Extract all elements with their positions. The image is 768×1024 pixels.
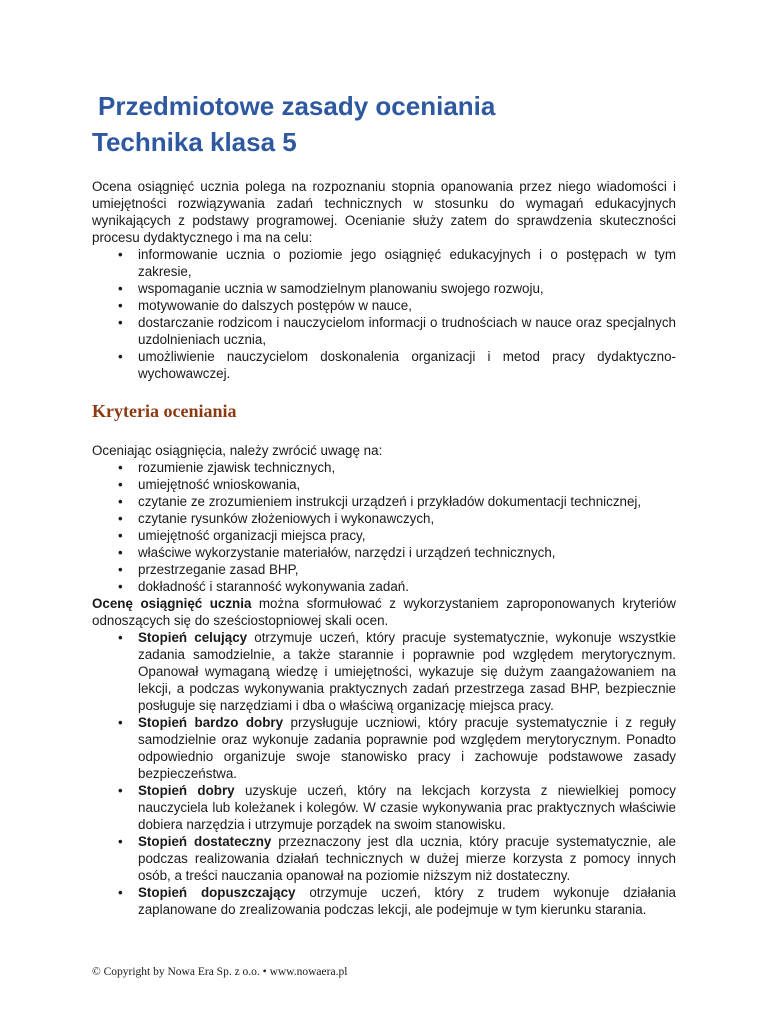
grade-text: przeznaczony jest dla ucznia, który pracuje systematycznie, ale podczas realizowania działań technicznych w dużej mierze korzysta z pomocy innych osób, a treści nauczania opanował na poziomie niższym niż dostateczny. bbox=[138, 834, 676, 883]
bullet-icon: • bbox=[118, 630, 123, 645]
grading-lead-rest: można sformułować z wykorzystaniem zaproponowanych kryteriów odnoszących się do sześciostopniowej skali ocen. bbox=[92, 596, 676, 628]
grade-item bbox=[92, 714, 676, 782]
grade-text: otrzymuje uczeń, który z trudem wykonuje działania zaplanowane do zrealizowania podczas lekcji, ale podejmuje w tym kierunku starania. bbox=[138, 885, 676, 917]
intro-paragraph: Ocena osiągnięć ucznia polega na rozpoznaniu stopnia opanowania przez niego wiadomości i umiejętności rozwiązywania zadań technicznych w stosunku do wymagań edukacyjnych wynikających z podstawy programowej. Ocenianie służy zatem do sprawdzenia skuteczności procesu dydaktycznego i ma na celu: bbox=[92, 179, 676, 245]
grading-lead-bold: Ocenę osiągnięć ucznia bbox=[92, 596, 252, 611]
copyright-footer: © Copyright by Nowa Era Sp. z o.o. • www.nowaera.pl bbox=[92, 966, 348, 978]
list-item: • rozumienie zjawisk technicznych, bbox=[118, 460, 336, 475]
grade-item bbox=[92, 782, 676, 833]
bullet-icon: • bbox=[118, 349, 123, 364]
section-heading-criteria: Kryteria oceniania bbox=[92, 401, 237, 421]
grade-name: Stopień dostateczny bbox=[138, 834, 272, 849]
grade-text: otrzymuje uczeń, który pracuje systematycznie, wykonuje wszystkie zadania samodzielnie, a także starannie i poprawnie pod względem merytorycznym. Opanował wymaganą wiedzę i umiejętności, wykazuje się dużym zaangażowaniem na lekcji, a podczas wykonywania praktycznych zadań przestrzega zasad BHP, bezpiecznie posługuje się narzędziami i dba o właściwą organizację miejsca pracy. bbox=[138, 630, 676, 713]
bullet-icon: • bbox=[118, 885, 123, 900]
list-item: • umiejętność organizacji miejsca pracy, bbox=[118, 528, 366, 543]
grade-text: przysługuje uczniowi, który pracuje systematycznie i z reguły samodzielnie oraz wykonuje zadania poprawnie pod względem merytorycznym. Ponadto odpowiednio organizuje swoje stanowisko pracy i zachowuje podstawowe zasady bezpieczeństwa. bbox=[138, 715, 676, 781]
grade-item bbox=[92, 629, 676, 714]
list-item: • wspomaganie ucznia w samodzielnym planowaniu swojego rozwoju, bbox=[118, 281, 544, 296]
list-item: • informowanie ucznia o poziomie jego osiągnięć edukacyjnych i o postępach w tym zakresie, bbox=[118, 247, 676, 279]
bullet-icon: • bbox=[118, 315, 123, 330]
list-item: • motywowanie do dalszych postępów w nauce, bbox=[118, 298, 412, 313]
page-title-line1: Przedmiotowe zasady oceniania bbox=[98, 91, 496, 121]
bullet-icon: • bbox=[118, 511, 123, 526]
bullet-icon: • bbox=[118, 460, 123, 475]
bullet-icon: • bbox=[118, 545, 123, 560]
bullet-icon: • bbox=[118, 477, 123, 492]
bullet-icon: • bbox=[118, 783, 123, 798]
grade-name: Stopień dobry bbox=[138, 783, 235, 798]
bullet-icon: • bbox=[118, 579, 123, 594]
intro-bullet-list bbox=[92, 246, 676, 382]
grade-name: Stopień dopuszczający bbox=[138, 885, 296, 900]
list-item: • dostarczanie rodzicom i nauczycielom informacji o trudnościach w nauce oraz specjalnych uzdolnieniach ucznia, bbox=[118, 315, 676, 347]
bullet-icon: • bbox=[118, 528, 123, 543]
bullet-icon: • bbox=[118, 715, 123, 730]
bullet-icon: • bbox=[118, 834, 123, 849]
grade-name: Stopień bardzo dobry bbox=[138, 715, 284, 730]
bullet-icon: • bbox=[118, 298, 123, 313]
list-item: • czytanie rysunków złożeniowych i wykonawczych, bbox=[118, 511, 435, 526]
list-item: • właściwe wykorzystanie materiałów, narzędzi i urządzeń technicznych, bbox=[118, 545, 556, 560]
bullet-icon: • bbox=[118, 281, 123, 296]
list-item: • przestrzeganie zasad BHP, bbox=[118, 562, 299, 577]
page-title-line2: Technika klasa 5 bbox=[92, 127, 297, 157]
grade-item bbox=[92, 833, 676, 884]
list-item: • czytanie ze zrozumieniem instrukcji urządzeń i przykładów dokumentacji technicznej, bbox=[118, 494, 642, 509]
bullet-icon: • bbox=[118, 247, 123, 262]
criteria-lead: Oceniając osiągnięcia, należy zwrócić uwagę na: bbox=[92, 443, 383, 458]
grade-item bbox=[92, 884, 676, 918]
grade-criteria-list bbox=[92, 629, 676, 918]
bullet-icon: • bbox=[118, 562, 123, 577]
list-item: • umiejętność wnioskowania, bbox=[118, 477, 301, 492]
grading-lead-paragraph bbox=[92, 595, 676, 629]
list-item: • umożliwienie nauczycielom doskonalenia organizacji i metod pracy dydaktyczno-wychowawczej. bbox=[118, 349, 676, 381]
criteria-bullet-list bbox=[92, 459, 676, 595]
document-page bbox=[92, 88, 676, 918]
grade-text: uzyskuje uczeń, który na lekcjach korzysta z niewielkiej pomocy nauczyciela lub koleżanek i kolegów. W czasie wykonywania prac praktycznych właściwie dobiera narzędzia i utrzymuje porządek na swoim stanowisku. bbox=[138, 783, 676, 832]
bullet-icon: • bbox=[118, 494, 123, 509]
grade-name: Stopień celujący bbox=[138, 630, 248, 645]
list-item: • dokładność i staranność wykonywania zadań. bbox=[118, 579, 409, 594]
